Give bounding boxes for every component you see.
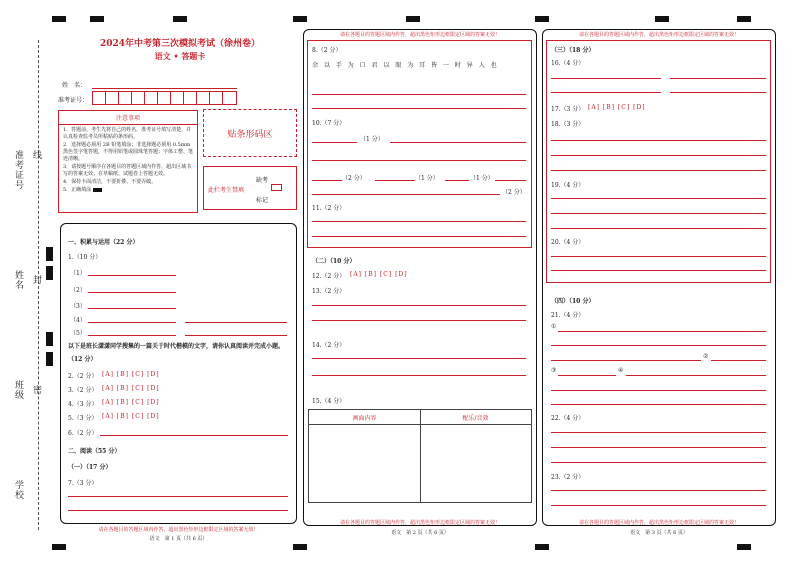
footer-warning: 请在各题目的答题区域内作答，超出黑色矩形边框限定区域的答案无效！ — [578, 520, 739, 526]
registration-mark — [90, 16, 104, 22]
answer-line[interactable] — [551, 505, 766, 506]
notice-box — [58, 110, 198, 213]
notice-item: 2．选择题必须用 2B 铅笔填涂；非选择题必须用 0.5mm 黑色签字笔答题，不得用铅笔或圆珠笔答题；字体工整、笔迹清晰。 — [63, 142, 194, 162]
name-field[interactable] — [92, 88, 237, 89]
answer-line[interactable] — [551, 360, 701, 361]
question-box-8-11 — [307, 40, 532, 248]
footer-warning: 请在各题目的答题区域内作答，超出黑色矩形边框限定区域的答案无效！ — [98, 527, 259, 533]
side-label-secret: 密 — [31, 385, 41, 395]
answer-line[interactable] — [551, 432, 766, 433]
side-mark — [46, 266, 53, 280]
footer-warning: 请在各题目的答题区域内作答，超出黑色矩形边框限定区域的答案无效！ — [339, 520, 500, 526]
registration-mark — [737, 16, 751, 22]
answer-line[interactable] — [312, 358, 526, 359]
answer-line[interactable] — [551, 256, 766, 257]
q1-sub-label: （4） — [70, 317, 86, 324]
answer-line[interactable] — [626, 375, 766, 376]
answer-line[interactable] — [312, 180, 342, 181]
mc-question-label: 3.（2 分） — [68, 387, 98, 394]
mc-options[interactable]: [A] [B] [C] [D] — [102, 371, 160, 378]
q19-label: 19.（4 分） — [551, 182, 585, 189]
q17-label: 17.（3 分） — [551, 106, 585, 113]
answer-line[interactable] — [551, 78, 661, 79]
side-label-exam-no: 准考证号 — [13, 150, 23, 190]
answer-line[interactable] — [312, 320, 526, 321]
answer-line[interactable] — [312, 94, 526, 95]
q21-mark: ③ — [551, 367, 557, 374]
q10-label: 10.（7 分） — [312, 120, 346, 127]
q1-sub-label: （1） — [70, 270, 86, 277]
answer-line[interactable] — [88, 275, 176, 276]
answer-line[interactable] — [551, 198, 766, 199]
absent-checkbox[interactable] — [271, 184, 282, 191]
q15-table — [308, 409, 532, 503]
section-2-2-title: （二）（10 分） — [312, 258, 356, 265]
absent-mark-label: 标记 — [256, 197, 269, 204]
page-footer: 语文 第 3 页（共 6 页） — [630, 530, 688, 536]
page-subtitle: 语文 • 答题卡 — [154, 51, 206, 61]
answer-line[interactable] — [312, 160, 526, 161]
q21-mark: ① — [551, 323, 557, 330]
mc-options[interactable]: [A] [B] [C] [D] — [350, 271, 408, 278]
q21-label: 21.（4 分） — [551, 312, 585, 319]
answer-line[interactable] — [390, 142, 526, 143]
barcode-label: 贴条形码区 — [227, 129, 273, 140]
q7-label: 7.（3 分） — [68, 480, 98, 487]
side-label-class: 班级 — [13, 380, 23, 400]
page-title: 2024年中考第三次模拟考试（徐州卷） — [99, 39, 261, 49]
answer-line[interactable] — [551, 404, 766, 405]
answer-line[interactable] — [551, 462, 766, 463]
answer-line[interactable] — [670, 92, 766, 93]
q11-label: 11.（2 分） — [312, 205, 346, 212]
filled-example — [93, 188, 102, 192]
side-label-line: 线 — [31, 150, 41, 160]
section-2-1-title: （一）（17 分） — [68, 464, 112, 471]
answer-line[interactable] — [68, 510, 288, 511]
answer-line[interactable] — [711, 360, 766, 361]
answer-line[interactable] — [312, 236, 526, 237]
mc-question-label: 5.（3 分） — [68, 415, 98, 422]
q1-label: 1.（10 分） — [68, 254, 102, 261]
absent-mark-label: 缺考 — [256, 177, 269, 184]
mc-options[interactable]: [A] [B] [C] [D] — [102, 413, 160, 420]
registration-mark — [535, 544, 549, 550]
notice-item: 3．请按题号顺序在各题目的答题区域内作答，超出区域书写的答案无效；在草稿纸、试题卷上答题无效。 — [63, 164, 192, 177]
answer-line[interactable] — [185, 335, 287, 336]
registration-mark — [655, 16, 669, 22]
exam-no-grid[interactable] — [92, 91, 237, 105]
side-mark — [46, 332, 53, 346]
binding-line — [38, 40, 39, 530]
mc-question-label: 2.（2 分） — [68, 373, 98, 380]
registration-mark — [737, 544, 751, 550]
score-mark: （1 分） — [360, 136, 384, 143]
header-warning: 请在各题目的答题区域内作答，超出黑色矩形边框限定区域的答案无效！ — [578, 32, 739, 38]
registration-mark — [293, 544, 307, 550]
name-label: 姓 名： — [62, 82, 87, 89]
answer-line[interactable] — [551, 155, 766, 156]
registration-mark — [293, 16, 307, 22]
answer-line[interactable] — [551, 447, 766, 448]
answer-line[interactable] — [551, 140, 766, 141]
side-label-school: 学校 — [13, 480, 23, 500]
side-mark — [46, 352, 53, 366]
answer-line[interactable] — [551, 228, 766, 229]
notice-title: 注意事项 — [115, 115, 140, 122]
q20-label: 20.（4 分） — [551, 239, 585, 246]
answer-line[interactable] — [670, 78, 766, 79]
registration-mark — [52, 544, 66, 550]
answer-line[interactable] — [312, 305, 526, 306]
score-mark: （1 分） — [470, 175, 494, 182]
q6-label: 6.（2 分） — [68, 430, 98, 437]
answer-line[interactable] — [551, 490, 766, 491]
answer-line[interactable] — [100, 435, 288, 436]
side-mark — [46, 247, 53, 261]
answer-line[interactable] — [551, 270, 766, 271]
answer-line[interactable] — [551, 170, 766, 171]
q8-text: 余 以 手 为 口 君 以 眼 为 耳 皆 一 时 异 人 也 — [312, 62, 499, 69]
answer-line[interactable] — [312, 375, 526, 376]
exam-no-label: 准考证号： — [58, 97, 89, 104]
section-3-title: （三）（18 分） — [551, 47, 595, 54]
score-mark: （1 分） — [415, 175, 439, 182]
q14-label: 14.（2 分） — [312, 342, 346, 349]
answer-line[interactable] — [312, 142, 357, 143]
q23-label: 23.（2 分） — [551, 474, 585, 481]
answer-line[interactable] — [312, 221, 526, 222]
page-footer: 语文 第 2 页（共 6 页） — [391, 530, 449, 536]
answer-line[interactable] — [495, 180, 526, 181]
table-cell-picture[interactable] — [309, 425, 420, 502]
q8-label: 8.（2 分） — [312, 47, 342, 54]
q12-label: 12.（2 分） — [312, 273, 346, 280]
answer-line[interactable] — [88, 335, 176, 336]
answer-line[interactable] — [312, 194, 500, 195]
barcode-area — [203, 109, 297, 157]
side-label-name: 姓名 — [13, 270, 23, 290]
q18-label: 18.（3 分） — [551, 121, 585, 128]
answer-line[interactable] — [88, 308, 176, 309]
score-mark: （2 分） — [342, 175, 366, 182]
q15-label: 15.（4 分） — [312, 398, 346, 405]
table-header: 画面内容 — [352, 415, 377, 422]
side-label-seal: 封 — [31, 275, 41, 285]
mc-options[interactable]: [A] [B] [C] [D] — [588, 104, 646, 111]
table-header: 配乐/音效 — [462, 415, 489, 422]
registration-mark — [406, 16, 420, 22]
table-cell-music[interactable] — [421, 425, 531, 502]
answer-line[interactable] — [312, 108, 526, 109]
q21-mark: ④ — [618, 367, 624, 374]
section-2-title: 二、阅读（55 分） — [68, 448, 121, 455]
answer-line[interactable] — [551, 213, 766, 214]
mc-options[interactable]: [A] [B] [C] [D] — [102, 399, 160, 406]
answer-line[interactable] — [551, 390, 766, 391]
section-1-title: 一、积累与运用（22 分） — [68, 239, 139, 246]
answer-line[interactable] — [88, 292, 176, 293]
answer-line[interactable] — [551, 92, 661, 93]
answer-line[interactable] — [445, 180, 469, 181]
registration-mark — [52, 16, 66, 22]
answer-line[interactable] — [558, 375, 616, 376]
answer-line[interactable] — [185, 322, 287, 323]
answer-line[interactable] — [551, 345, 766, 346]
q21-mark: ② — [703, 353, 709, 360]
header-warning: 请在各题目的答题区域内作答，超出黑色矩形边框限定区域的答案无效！ — [339, 32, 500, 38]
notice-item: 1．答题前，考生先将自己的姓名，准考证号填写清楚，并认真检查监考员所粘贴的条形码。 — [63, 127, 192, 140]
answer-line[interactable] — [68, 496, 288, 497]
absent-box — [203, 166, 297, 210]
page-footer: 语文 第 1 页（共 6 页） — [149, 536, 208, 542]
answer-line[interactable] — [558, 331, 766, 332]
q16-label: 16.（4 分） — [551, 60, 585, 67]
notice-item: 4．保持卡面清洁，不要折叠、不要弄破。 — [63, 179, 157, 185]
score-mark: （2 分） — [502, 189, 526, 196]
answer-line[interactable] — [375, 180, 415, 181]
reading-intro: 以下是班长潇潇同学搜集的一篇关于时代楷模的文字，请你认真阅读并完成小题。（12 分） — [68, 343, 285, 363]
mc-question-label: 4.（3 分） — [68, 401, 98, 408]
question-box-16-20 — [546, 40, 771, 283]
q22-label: 22.（4 分） — [551, 415, 585, 422]
mc-options[interactable]: [A] [B] [C] [D] — [102, 385, 160, 392]
q1-sub-label: （3） — [70, 303, 86, 310]
q13-label: 13.（2 分） — [312, 288, 346, 295]
section-4-title: （四）（10 分） — [551, 298, 595, 305]
notice-item: 5．正确填涂 — [63, 187, 193, 194]
absent-label: 此栏考生禁填 — [208, 187, 245, 194]
q1-sub-label: （5） — [70, 330, 86, 337]
registration-mark — [535, 16, 549, 22]
registration-mark — [173, 16, 187, 22]
q1-sub-label: （2） — [70, 287, 86, 294]
answer-line[interactable] — [88, 322, 176, 323]
